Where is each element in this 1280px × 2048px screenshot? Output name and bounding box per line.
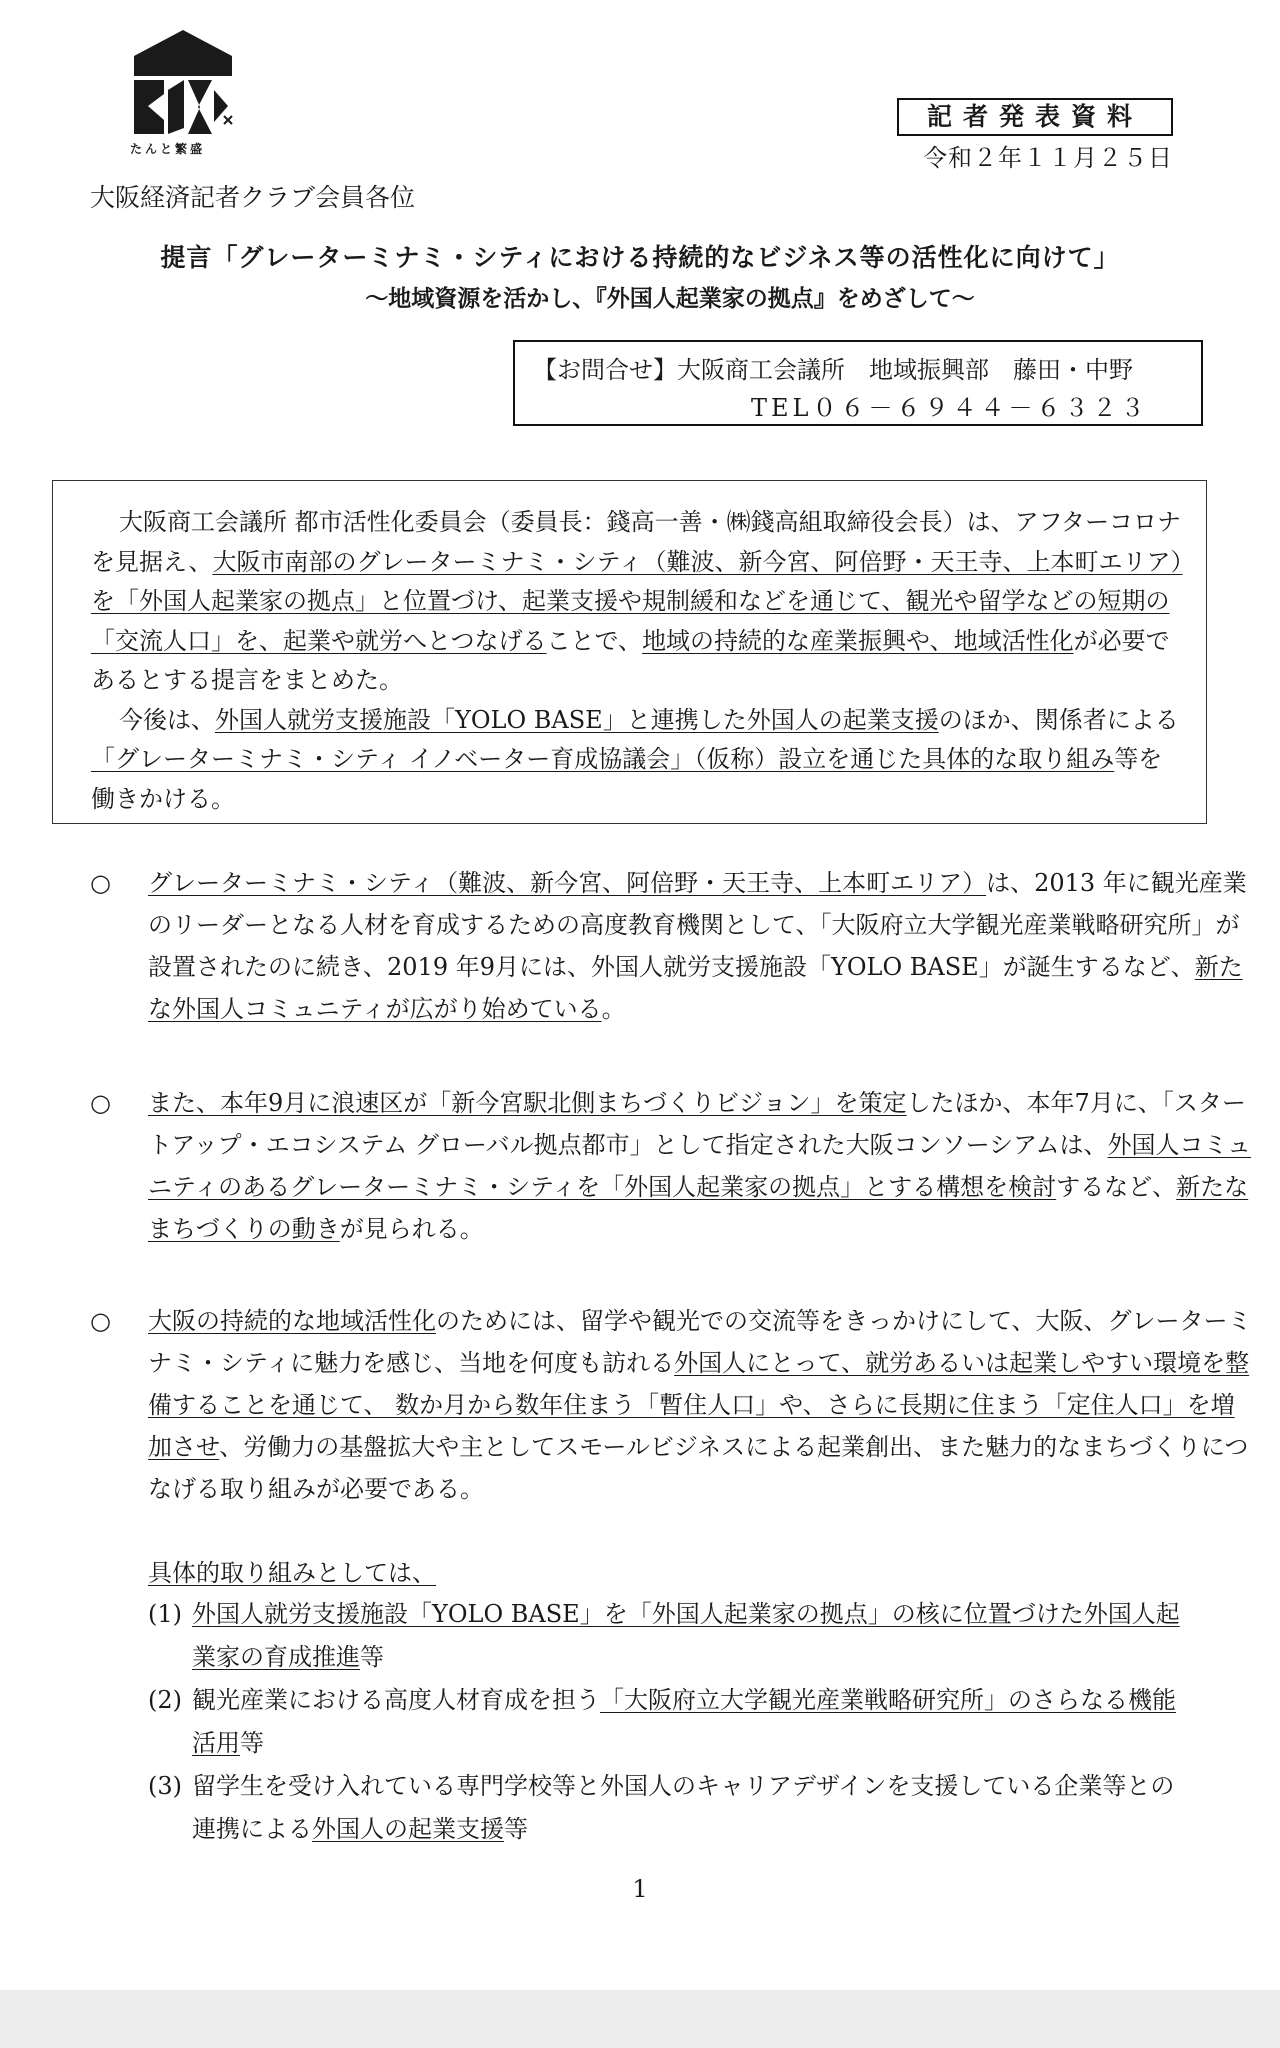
text-run: 大阪商工会議所 都市活性化委員会（委員長：錢高一善・㈱錢高組取締役会長）は、アフターコロナを見据え、 [91, 508, 1181, 576]
underlined-text: 「大阪府立大学観光産業戦略研究所」のさらなる機能活用 [192, 1686, 1176, 1757]
item-number: (1) [148, 1600, 182, 1628]
text-run: 観光産業における高度人材育成を担う [192, 1686, 600, 1714]
underlined-text: 外国人コミュニティのあるグレーターミナミ・シティを「外国人起業家の拠点」とする構想を検討 [148, 1131, 1251, 1201]
addressee: 大阪経済記者クラブ会員各位 [90, 183, 416, 212]
item-text [192, 1679, 1192, 1765]
text-run: が必要であるとする提言をまとめた。 [91, 626, 1170, 694]
item-text [192, 1593, 1192, 1679]
document-subtitle: ～地域資源を活かし、『外国人起業家の拠点』をめざして～ [365, 286, 975, 312]
logo-caption: たんと繁盛 [130, 142, 206, 156]
underlined-text: グレーターミナミ・シティ（難波、新今宮、阿倍野・天王寺、上本町エリア） [148, 869, 987, 897]
text-run: 留学生を受け入れている専門学校等と外国人のキャリアデザインを支援している企業等との連携による [192, 1772, 1175, 1843]
underlined-text: 外国人の起業支援 [312, 1815, 504, 1843]
underlined-text: また、本年9月に浪速区が「新今宮駅北側まちづくりビジョン」を策定 [148, 1089, 907, 1117]
summary-paragraph-2 [91, 701, 1184, 820]
text-run: 等を働きかける。 [91, 745, 1163, 813]
circle-bullet-icon: ○ [90, 1089, 111, 1117]
contact-box [513, 340, 1203, 426]
release-date: 令和２年１１月２５日 [923, 144, 1173, 172]
text-run: 等 [240, 1729, 264, 1757]
bullet-text [148, 1082, 1256, 1250]
underlined-text: 大阪市南部のグレーターミナミ・シティ（難波、新今宮、阿倍野・天王寺、上本町エリア）を「外国人起業家の拠点」と位置づけ、起業支援や規制緩和などを通じて、観光や留学などの短期の「交流人口」を、起業や就労へとつなげる [91, 547, 1183, 655]
text-run: は、2013 年に観光産業のリーダーとなる人材を育成するための高度教育機関として、「大阪府立大学観光産業戦略研究所」が設置されたのに続き、2019 年9月には、外国人就労支援施設「YOLO BASE」が誕生するなど、 [148, 869, 1247, 981]
document-title: 提言「グレーターミナミ・シティにおける持続的なビジネス等の活性化に向けて」 [160, 243, 1120, 272]
underlined-text: 外国人にとって、就労あるいは起業しやすい環境を整備することを通じて、 数か月から数年住まう「暫住人口」や、さらに長期に住まう「定住人口」を増加させ [148, 1349, 1250, 1461]
bullet-text [148, 862, 1256, 1030]
underlined-text: 地域の持続的な産業振興や、地域活性化 [642, 626, 1074, 655]
concrete-actions-heading: 具体的取り組みとしては、 [148, 1559, 436, 1587]
text-run: が見られる。 [339, 1215, 484, 1243]
text-run: 等 [504, 1815, 528, 1843]
contact-phone: TEL０６－６９４４－６３２３ [751, 394, 1149, 422]
text-run: するなど、 [1056, 1173, 1177, 1201]
text-run: ことで、 [546, 626, 643, 655]
text-run: のほか、関係者による [938, 705, 1179, 734]
text-run: したほか、本年7月に、「スタートアップ・エコシステム グローバル拠点都市」として指定された大阪コンソーシアムは、 [148, 1089, 1246, 1159]
item-text [192, 1765, 1192, 1851]
tanto-hanjo-logo [128, 28, 238, 158]
text-run: 今後は、 [119, 705, 215, 734]
text-run: 、労働力の基盤拡大や主としてスモールビジネスによる起業創出、また魅力的なまちづくりにつなげる取り組みが必要である。 [148, 1433, 1249, 1503]
underlined-text: 「グレーターミナミ・シティ イノベーター育成協議会」（仮称）設立を通じた具体的な取り組み [91, 745, 1115, 773]
text-run: のためには、留学や観光での交流等をきっかけにして、大阪、グレーターミナミ・シティに魅力を感じ、当地を何度も訪れる [148, 1307, 1252, 1377]
summary-paragraph-1 [91, 503, 1184, 701]
press-release-stamp: 記者発表資料 [897, 98, 1173, 136]
circle-bullet-icon: ○ [90, 1307, 111, 1335]
underlined-text: 新たな外国人コミュニティが広がり始めている [148, 953, 1243, 1023]
contact-line-1: 【お問合せ】大阪商工会議所 地域振興部 藤田・中野 [533, 356, 1133, 384]
circle-bullet-icon: ○ [90, 869, 111, 897]
text-run: 。 [601, 995, 626, 1023]
item-number: (3) [148, 1772, 182, 1800]
summary-box [52, 480, 1207, 824]
item-number: (2) [148, 1686, 182, 1714]
underlined-text: 新たなまちづくりの動き [148, 1173, 1249, 1243]
underlined-text: 外国人就労支援施設「YOLO BASE」と連携した外国人の起業支援 [215, 705, 939, 734]
bullet-text [148, 1300, 1256, 1510]
page-number: 1 [632, 1875, 648, 1903]
underlined-text: 外国人就労支援施設「YOLO BASE」を「外国人起業家の拠点」の核に位置づけた外国人起業家の育成推進 [192, 1600, 1180, 1671]
viewer-bottom-edge [0, 1990, 1280, 2048]
text-run: 等 [360, 1643, 384, 1671]
underlined-text: 大阪の持続的な地域活性化 [148, 1307, 436, 1335]
